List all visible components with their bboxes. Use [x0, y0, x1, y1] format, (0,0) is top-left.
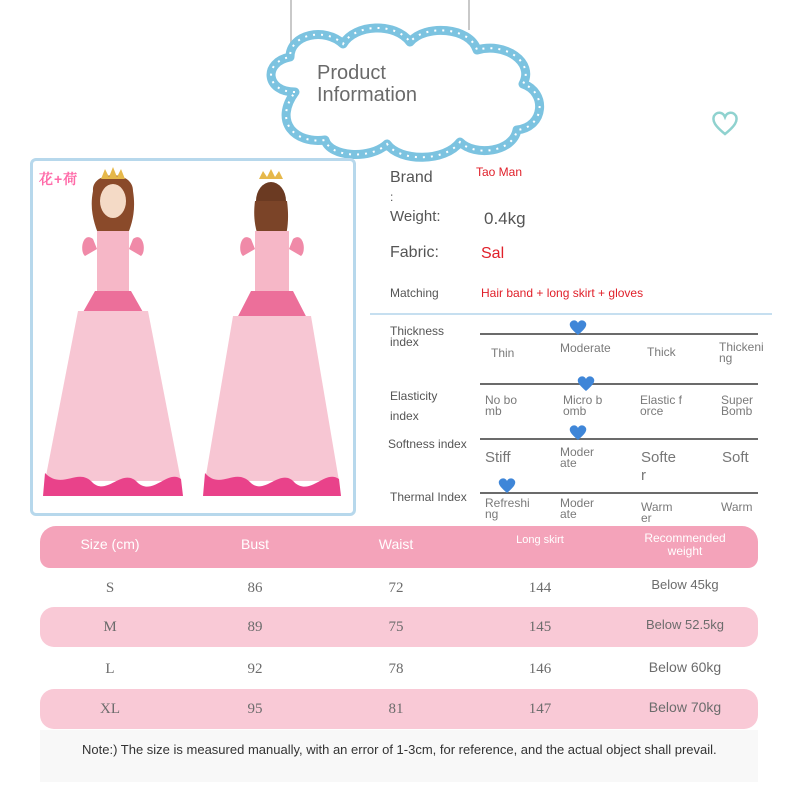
cell-recommended-weight: Below 70kg: [648, 699, 722, 715]
cell-long-skirt: 144: [528, 580, 552, 596]
brand-watermark: 花+荷: [39, 171, 79, 187]
cell-waist: 81: [388, 701, 404, 717]
cell-size: XL: [100, 701, 120, 717]
decorative-heart-icon: [710, 110, 740, 136]
header-size: Size (cm): [80, 536, 140, 552]
elasticity-option-3: Elastic force: [640, 393, 683, 418]
thermal-option-2: Moderate: [560, 496, 595, 521]
table-row: [40, 568, 758, 606]
thermal-label: Thermal Index: [390, 490, 467, 504]
product-photo: [30, 158, 356, 516]
model-front: [43, 167, 183, 496]
softness-option-3: Softer: [641, 449, 677, 484]
size-table-header: [40, 526, 758, 568]
model-back: [203, 169, 341, 496]
cell-size: L: [105, 661, 115, 677]
info-divider: [370, 313, 772, 315]
table-row: [40, 649, 758, 689]
page-title-line2: Information: [317, 84, 418, 106]
cell-bust: 92: [247, 661, 263, 677]
thermal-option-4: Warm: [721, 500, 753, 514]
thickness-scale-line: [480, 333, 758, 335]
header-waist: Waist: [378, 536, 414, 552]
elasticity-selected-heart-icon: [576, 374, 596, 392]
fabric-label: Fabric:: [390, 244, 439, 261]
thickness-option-1: Thin: [491, 346, 515, 360]
cell-long-skirt: 145: [528, 619, 552, 635]
thickness-option-4: Thickening: [719, 340, 764, 365]
cell-bust: 86: [247, 580, 263, 596]
cell-waist: 78: [388, 661, 404, 677]
thickness-option-3: Thick: [647, 345, 676, 359]
brand-value: Tao Man: [476, 165, 523, 179]
thermal-option-1: Refreshing: [485, 496, 530, 521]
thickness-option-2: Moderate: [560, 341, 611, 355]
size-note: Note:) The size is measured manually, with an error of 1-3cm, for reference, and the actual object shall prevail.: [82, 742, 717, 757]
elasticity-option-1: No bomb: [485, 393, 518, 418]
fabric-value: Sal: [481, 245, 505, 262]
cell-bust: 95: [247, 701, 263, 717]
brand-colon: :: [390, 190, 394, 204]
table-row: [40, 689, 758, 729]
softness-selected-heart-icon: [568, 423, 588, 441]
softness-label: Softness index: [388, 437, 467, 451]
page-title-line1: Product: [317, 62, 386, 84]
header-long-skirt: Long skirt: [516, 534, 564, 546]
thickness-label: Thickness index: [390, 324, 445, 349]
elasticity-option-2: Micro bomb: [563, 393, 603, 418]
table-row: [40, 607, 758, 647]
cell-waist: 75: [388, 619, 404, 635]
cell-long-skirt: 147: [528, 701, 552, 717]
cell-bust: 89: [247, 619, 263, 635]
matching-label: Matching: [390, 286, 439, 300]
cell-size: S: [105, 580, 115, 596]
elasticity-scale-line: [480, 383, 758, 385]
weight-label: Weight:: [390, 208, 441, 225]
elasticity-option-4: Super Bomb: [721, 393, 754, 418]
cell-size: M: [103, 619, 117, 635]
cell-waist: 72: [388, 580, 404, 596]
thermal-option-3: Warmer: [641, 500, 673, 525]
dress-illustration: [33, 161, 353, 513]
header-recommended-weight: Recommended weight: [644, 531, 726, 558]
softness-option-1: Stiff: [485, 449, 511, 466]
header-bust: Bust: [240, 536, 269, 552]
cell-long-skirt: 146: [528, 661, 552, 677]
cell-recommended-weight: Below 60kg: [648, 659, 722, 675]
header-cloud: [255, 22, 555, 162]
cell-recommended-weight: Below 45kg: [651, 577, 719, 592]
thermal-scale-line: [480, 492, 758, 494]
softness-option-2: Moderate: [560, 445, 595, 470]
softness-option-4: Soft: [722, 449, 749, 466]
thermal-selected-heart-icon: [497, 476, 517, 494]
matching-value: Hair band + long skirt + gloves: [481, 286, 644, 300]
thickness-selected-heart-icon: [568, 318, 588, 336]
brand-label: Brand: [390, 169, 433, 186]
softness-scale-line: [480, 438, 758, 440]
elasticity-label: Elasticity index: [390, 389, 438, 423]
cell-recommended-weight: Below 52.5kg: [645, 617, 725, 632]
weight-value: 0.4kg: [484, 209, 526, 228]
